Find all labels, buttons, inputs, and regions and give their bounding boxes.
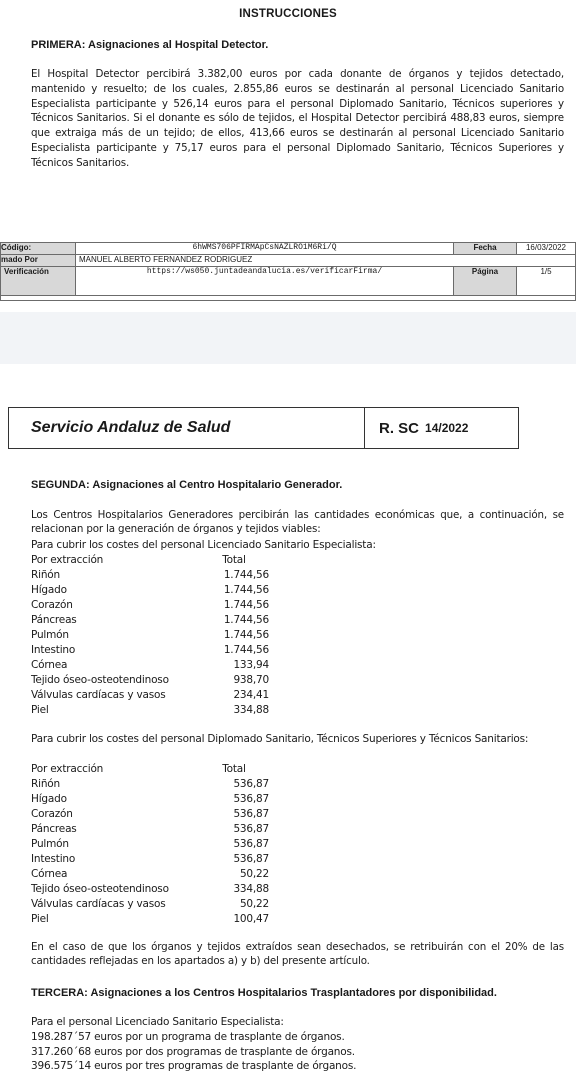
row-value: 1.744,56: [223, 629, 269, 641]
row-value: 536,87: [233, 793, 269, 805]
row-value: 50,22: [239, 898, 269, 910]
resolution-reference: [365, 408, 518, 448]
table-row: [31, 673, 269, 688]
row-label: Tejido óseo-osteotendinoso: [31, 674, 169, 686]
table-row: [31, 658, 269, 673]
table-row: [31, 807, 269, 822]
table-licenciado: [31, 553, 269, 718]
organization-name: Servicio Andaluz de Salud: [9, 408, 365, 448]
table-bottom-rule: [1, 296, 576, 301]
table-row: [31, 777, 269, 792]
table-row: [31, 613, 269, 628]
row-label: Corazón: [31, 808, 73, 820]
discard-paragraph: En el caso de que los órganos y tejidos extraídos sean desechados, se retribuirán con el 20% de las cantidades reflejadas en los apartados a) y b) del presente artículo.: [31, 941, 564, 968]
row-label: Válvulas cardíacas y vasos: [31, 689, 166, 701]
row-label: Riñón: [31, 778, 60, 790]
page-value: 1/5: [517, 267, 576, 296]
table-row: [31, 628, 269, 643]
signed-by-value: MANUEL ALBERTO FERNANDEZ RODRIGUEZ: [76, 255, 576, 267]
table-row: [31, 568, 269, 583]
page-label: Página: [454, 267, 517, 296]
section-primera-title: PRIMERA: Asignaciones al Hospital Detector.: [31, 39, 269, 51]
section-segunda-title: SEGUNDA: Asignaciones al Centro Hospitalario Generador.: [31, 479, 343, 491]
row-label: Intestino: [31, 853, 76, 865]
row-value: 938,70: [233, 674, 269, 686]
table-row: [31, 598, 269, 613]
table-row: [31, 882, 269, 897]
table-header: [31, 553, 246, 568]
row-value: 334,88: [233, 704, 269, 716]
row-value: 334,88: [233, 883, 269, 895]
row-label: Intestino: [31, 644, 76, 656]
row-label: Páncreas: [31, 823, 77, 835]
header-value: Total: [222, 554, 246, 566]
table-row: [31, 897, 269, 912]
signed-by-label: mado Por: [1, 255, 76, 267]
row-label: Riñón: [31, 569, 60, 581]
document-header-box: [8, 407, 519, 449]
table-row: [31, 837, 269, 852]
verification-url[interactable]: https://ws050.juntadeandalucia.es/verificarFirma/: [76, 267, 454, 296]
row-value: 234,41: [233, 689, 269, 701]
date-value: 16/03/2022: [517, 243, 576, 255]
table-header: [31, 762, 246, 777]
row-label: Pulmón: [31, 838, 69, 850]
header-label: Por extracción: [31, 763, 104, 775]
table2-caption: Para cubrir los costes del personal Diplomado Sanitario, Técnicos Superiores y Técnicos Sanitarios:: [31, 733, 529, 745]
row-value: 50,22: [239, 868, 269, 880]
row-value: 100,47: [233, 913, 269, 925]
table-row: [31, 583, 269, 598]
date-label: Fecha: [454, 243, 517, 255]
row-label: Corazón: [31, 599, 73, 611]
row-label: Tejido óseo-osteotendinoso: [31, 883, 169, 895]
row-label: Hígado: [31, 793, 67, 805]
row-value: 1.744,56: [223, 644, 269, 656]
resolution-prefix: R. SC: [379, 419, 420, 437]
verification-label: Verificación: [1, 267, 76, 296]
row-value: 1.744,56: [223, 569, 269, 581]
page-heading: INSTRUCCIONES: [239, 8, 337, 20]
row-value: 133,94: [233, 659, 269, 671]
row-value: 1.744,56: [223, 599, 269, 611]
row-label: Córnea: [31, 868, 68, 880]
table-diplomado: [31, 762, 269, 927]
tercera-line: Para el personal Licenciado Sanitario Especialista:: [31, 1016, 284, 1028]
table-row: [31, 912, 269, 927]
row-label: Páncreas: [31, 614, 77, 626]
signature-table: [0, 242, 576, 301]
code-value: 6hWMS706PFIRMApCsNAZLRO1M6Ri/Q: [76, 243, 454, 255]
header-value: Total: [222, 763, 246, 775]
tercera-line: 198.287´57 euros por un programa de trasplante de órganos.: [31, 1031, 345, 1043]
row-value: 536,87: [233, 808, 269, 820]
row-label: Córnea: [31, 659, 68, 671]
row-label: Piel: [31, 913, 49, 925]
table-row: [31, 703, 269, 718]
table-row: [31, 852, 269, 867]
document-page-1: [0, 0, 576, 312]
table-row: [31, 867, 269, 882]
table-row: [31, 822, 269, 837]
row-label: Piel: [31, 704, 49, 716]
row-value: 536,87: [233, 823, 269, 835]
resolution-number: 14/2022: [425, 421, 469, 435]
tercera-line: 396.575´14 euros por tres programas de trasplante de órganos.: [31, 1060, 357, 1072]
row-value: 1.744,56: [223, 584, 269, 596]
row-label: Hígado: [31, 584, 67, 596]
row-value: 1.744,56: [223, 614, 269, 626]
row-value: 536,87: [233, 853, 269, 865]
table-row: [31, 643, 269, 658]
section-segunda-text: Los Centros Hospitalarios Generadores percibirán las cantidades económicas que, a continuación, se relacionan por la generación de órganos y tejidos viables:: [31, 509, 564, 536]
section-tercera-title: TERCERA: Asignaciones a los Centros Hospitalarios Trasplantadores por disponibilidad.: [31, 987, 497, 999]
code-label: Código:: [1, 243, 76, 255]
table1-caption: Para cubrir los costes del personal Licenciado Sanitario Especialista:: [31, 539, 376, 551]
row-value: 536,87: [233, 778, 269, 790]
row-label: Pulmón: [31, 629, 69, 641]
row-label: Válvulas cardíacas y vasos: [31, 898, 166, 910]
tercera-line: 317.260´68 euros por dos programas de trasplante de órganos.: [31, 1046, 355, 1058]
table-row: [31, 792, 269, 807]
row-value: 536,87: [233, 838, 269, 850]
page-separator: [0, 312, 576, 364]
table-row: [31, 688, 269, 703]
header-label: Por extracción: [31, 554, 104, 566]
section-primera-text: El Hospital Detector percibirá 3.382,00 euros por cada donante de órganos y tejidos detectado, mantenido y resuelto; de los cuales, 2.855,86 euros se destinarán al personal Licenciado Sanitario Especialista participante y 526,14 euros para el personal Diplomado Sanitario, Técnicos superiores y Técnicos Sanitarios. Si el donante es sólo de tejidos, el Hospital Detector percibirá 488,83 euros, siempre que extraiga más de un tejido; de ellos, 413,66 euros se destinarán al personal Licenciado Sanitario Especialista participante y 75,17 euros para el personal Diplomado Sanitario, Técnicos Superiores y Técnicos Sanitarios.: [31, 68, 564, 169]
